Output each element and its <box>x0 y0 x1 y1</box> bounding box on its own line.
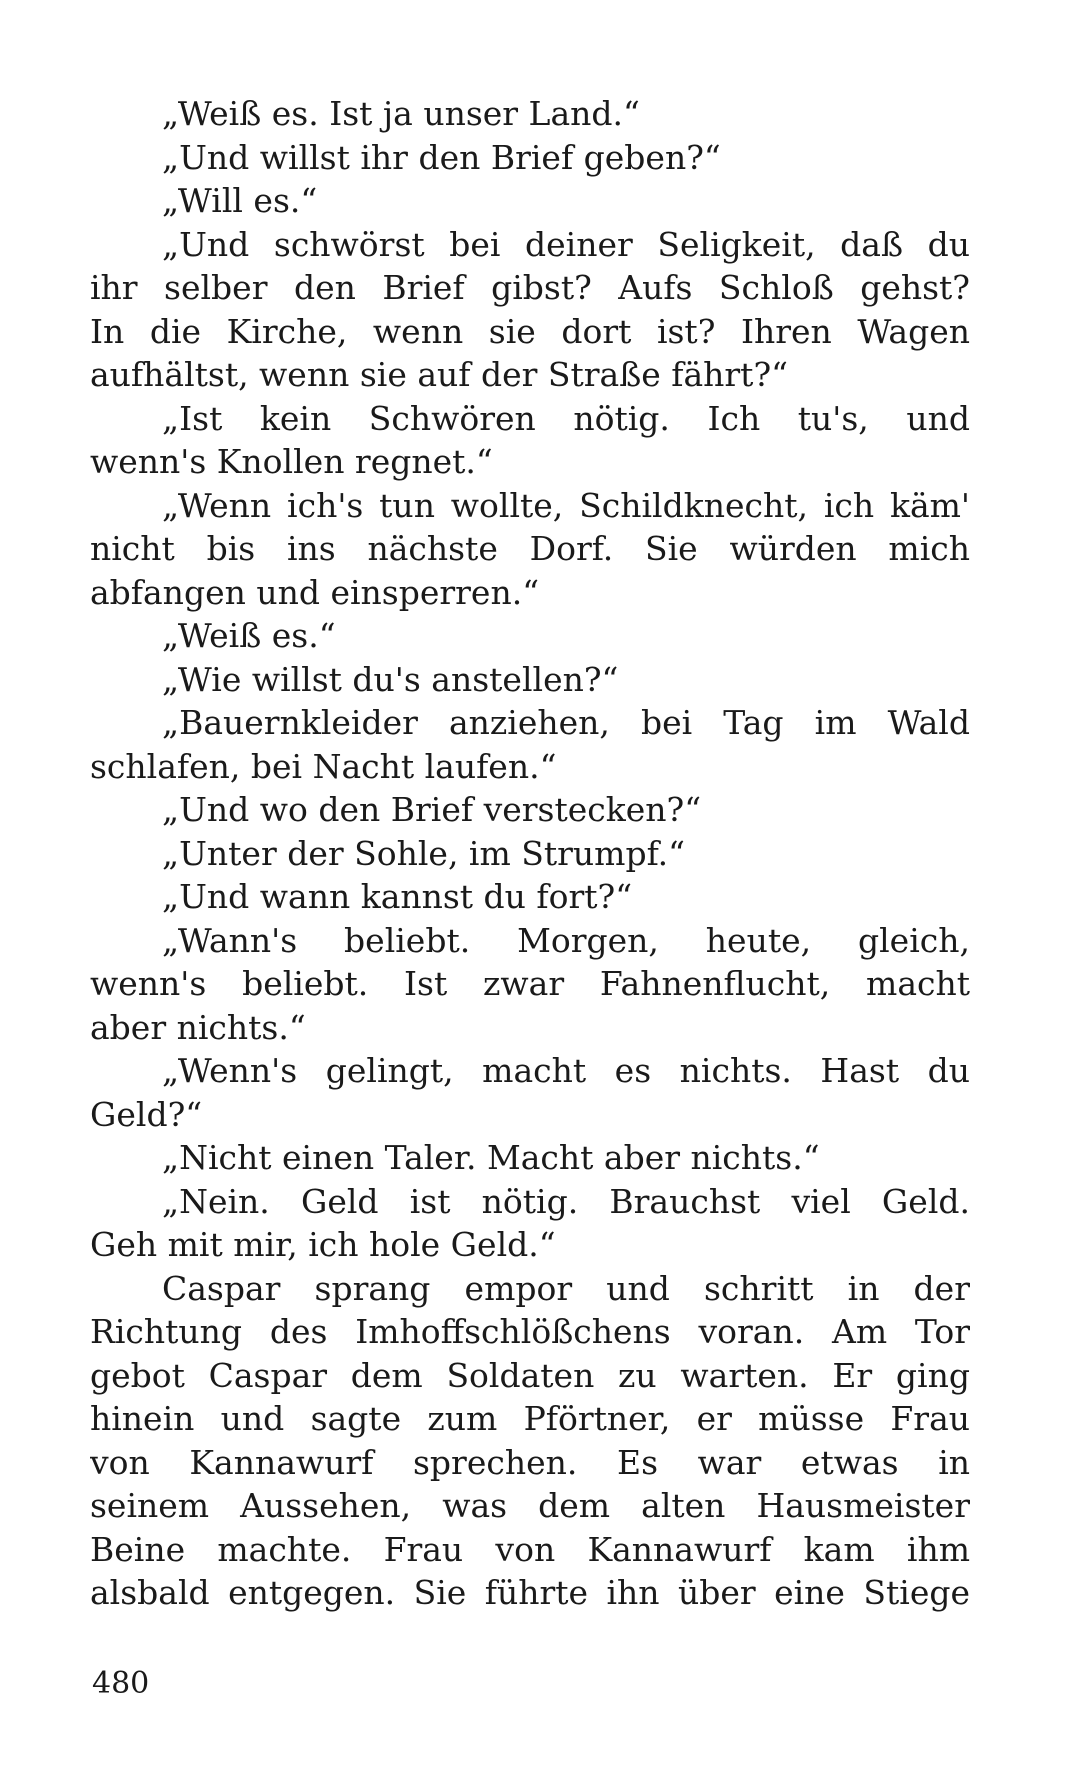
page-number: 480 <box>92 1666 150 1701</box>
text-line: „Wenn ich's tun wollte, Schildknecht, ich käm' <box>162 485 970 525</box>
text-line: „Unter der Sohle, im Strumpf.“ <box>162 833 685 873</box>
text-line: ihr selber den Brief gibst? Aufs Schloß gehst? <box>90 268 970 307</box>
text-line: wenn's beliebt. Ist zwar Fahnenflucht, macht <box>90 964 970 1003</box>
text-line: „Will es.“ <box>162 181 318 220</box>
text-line: wenn's Knollen regnet.“ <box>90 442 493 481</box>
text-line: „Weiß es. Ist ja unser Land.“ <box>162 94 640 133</box>
text-line: „Wenn's gelingt, macht es nichts. Hast du <box>162 1051 970 1090</box>
text-line: Richtung des Imhoffschlößchens voran. Am Tor <box>90 1312 970 1351</box>
text-line: „Und schwörst bei deiner Seligkeit, daß du <box>162 224 970 264</box>
text-line: „Und willst ihr den Brief geben?“ <box>162 137 721 177</box>
text-line: „Wie willst du's anstellen?“ <box>162 659 619 699</box>
text-line: von Kannawurf sprechen. Es war etwas in <box>90 1442 970 1482</box>
text-line: aufhältst, wenn sie auf der Straße fährt?“ <box>90 355 789 394</box>
text-line: alsbald entgegen. Sie führte ihn über eine Stiege <box>90 1573 970 1612</box>
text-line: schlafen, bei Nacht laufen.“ <box>90 746 557 786</box>
text-line: hinein und sagte zum Pförtner, er müsse Frau <box>90 1399 970 1438</box>
text-line: gebot Caspar dem Soldaten zu warten. Er ging <box>90 1355 970 1395</box>
text-line: „Nicht einen Taler. Macht aber nichts.“ <box>162 1138 820 1177</box>
text-line: In die Kirche, wenn sie dort ist? Ihren Wagen <box>90 311 970 351</box>
text-line: „Ist kein Schwören nötig. Ich tu's, und <box>162 398 970 438</box>
text-line: Geh mit mir, ich hole Geld.“ <box>90 1225 556 1264</box>
text-line: Caspar sprang empor und schritt in der <box>162 1268 970 1308</box>
text-line: „Wann's beliebt. Morgen, heute, gleich, <box>162 920 970 960</box>
text-line: „Bauernkleider anziehen, bei Tag im Wald <box>162 703 970 742</box>
page-text <box>90 92 970 1615</box>
text-line: aber nichts.“ <box>90 1007 306 1047</box>
text-line: Geld?“ <box>90 1094 203 1134</box>
text-line: „Nein. Geld ist nötig. Brauchst viel Geld. <box>162 1181 970 1221</box>
text-line: „Und wo den Brief verstecken?“ <box>162 790 702 829</box>
text-line: abfangen und einsperren.“ <box>90 572 540 612</box>
text-line: nicht bis ins nächste Dorf. Sie würden mich <box>90 529 970 568</box>
text-line: „Weiß es.“ <box>162 616 336 655</box>
text-line: seinem Aussehen, was dem alten Hausmeister <box>90 1486 970 1525</box>
text-line: „Und wann kannst du fort?“ <box>162 877 633 916</box>
text-line: Beine machte. Frau von Kannawurf kam ihm <box>90 1529 970 1569</box>
